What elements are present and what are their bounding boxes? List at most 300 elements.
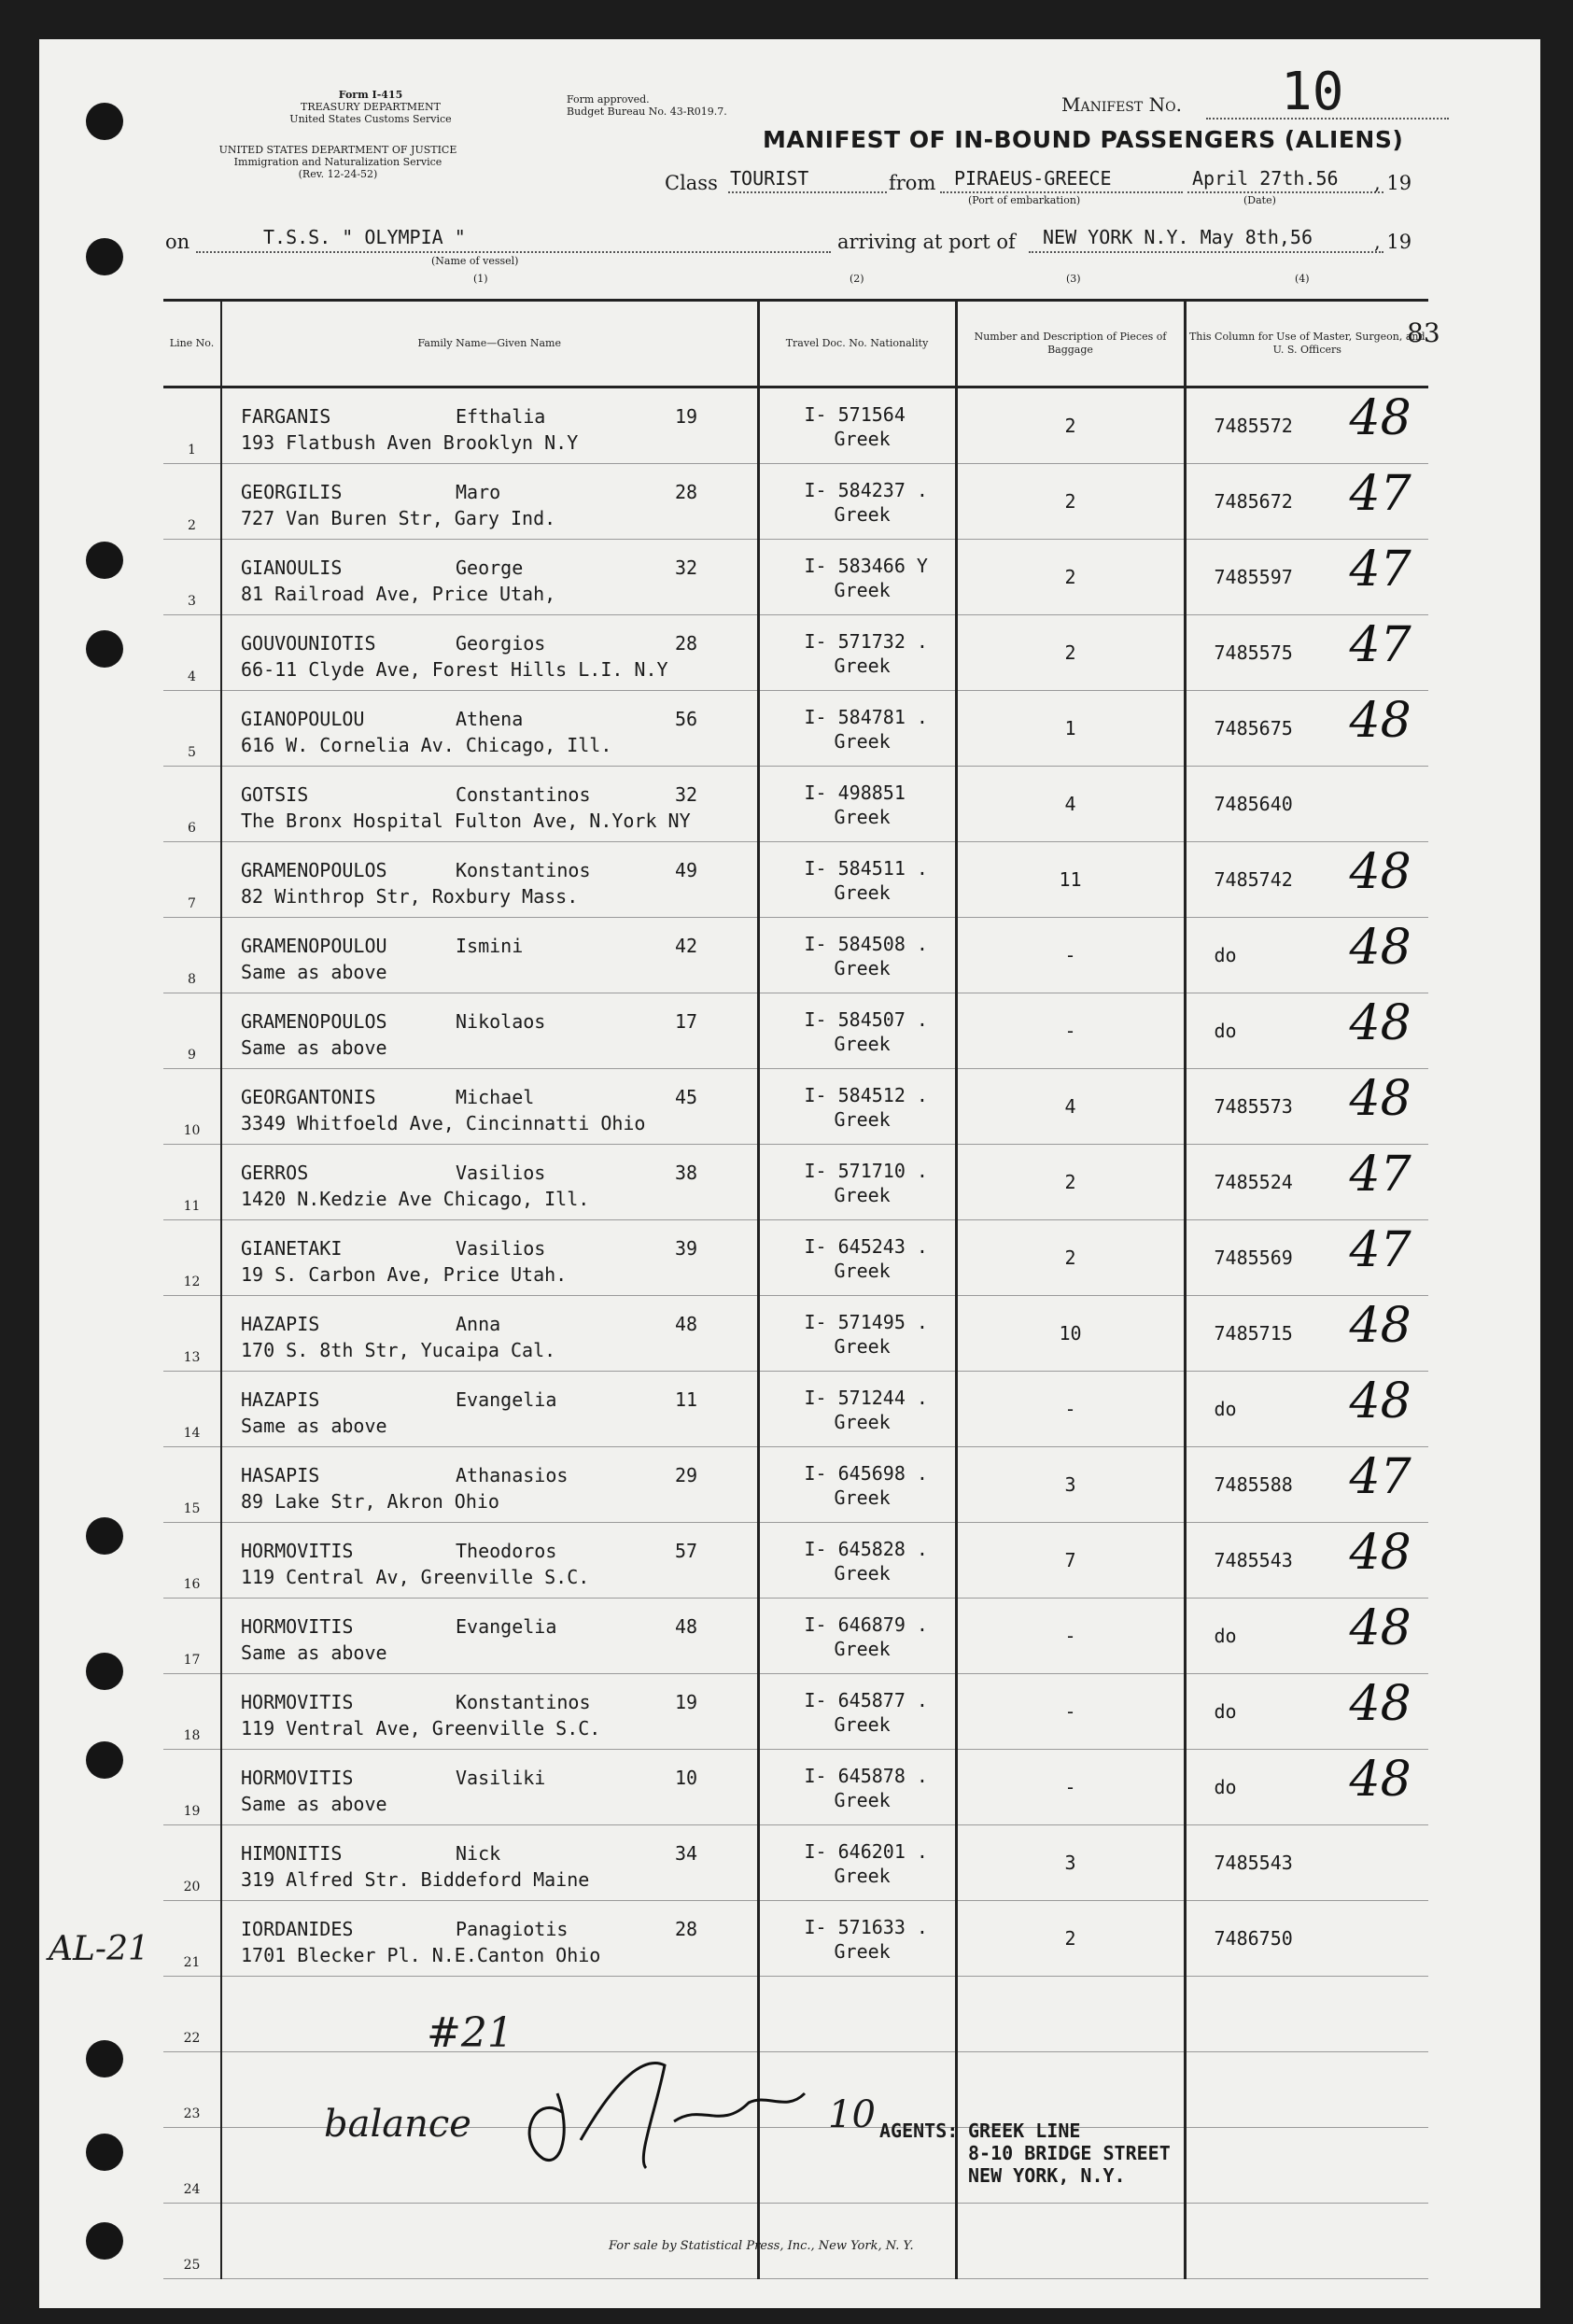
table-row [163, 1145, 1428, 1220]
travel-doc-no: I- 571244 . [804, 1387, 928, 1409]
nationality: Greek [834, 579, 891, 601]
nationality: Greek [834, 1713, 891, 1736]
table-row [163, 615, 1428, 691]
officer-number: 7485572 [1214, 415, 1293, 437]
given-name: Athanasios [456, 1464, 569, 1486]
address: 82 Winthrop Str, Roxbury Mass. [241, 885, 579, 908]
nationality: Greek [834, 881, 891, 904]
family-name: GOTSIS [241, 783, 309, 806]
class-value: TOURIST [730, 167, 809, 190]
officer-number: 7485742 [1214, 868, 1293, 891]
table-row [163, 918, 1428, 993]
col-header-line-no: Line No. [163, 301, 221, 387]
passenger-table [163, 299, 1428, 2279]
family-name: GIANOULIS [241, 556, 343, 579]
line-cell [163, 993, 221, 1069]
family-name: HORMOVITIS [241, 1540, 354, 1562]
table-row [163, 767, 1428, 842]
age: 48 [675, 1313, 698, 1335]
age: 11 [675, 1388, 698, 1411]
baggage-cell [956, 691, 1185, 767]
line-cell [163, 387, 221, 464]
table-row [163, 1750, 1428, 1825]
age: 32 [675, 783, 698, 806]
travel-doc-no: I- 584237 . [804, 479, 928, 501]
officer-number: 7485597 [1214, 566, 1293, 588]
line-cell [163, 1750, 221, 1825]
vessel-caption: (Name of vessel) [431, 255, 519, 267]
table-row [163, 540, 1428, 615]
port-embark-caption: (Port of embarkation) [968, 194, 1081, 206]
doc-cell [758, 842, 956, 918]
class-label: Class [665, 172, 718, 194]
handwritten-mark: 48 [1349, 1676, 1411, 1732]
nationality: Greek [834, 957, 891, 979]
given-name: Evangelia [456, 1388, 557, 1411]
arrival-line [1029, 251, 1383, 253]
given-name: Evangelia [456, 1615, 557, 1638]
line-cell [163, 1977, 221, 2052]
line-number: 5 [188, 745, 196, 760]
baggage-count: 10 [1059, 1322, 1082, 1345]
col-header-baggage: Number and Description of Pieces of Baggage [956, 301, 1185, 387]
officer-cell [1185, 1523, 1428, 1599]
approved-line: Form approved. [567, 93, 650, 106]
officer-number: 7485672 [1214, 490, 1293, 513]
officer-cell [1185, 918, 1428, 993]
address: 319 Alfred Str. Biddeford Maine [241, 1868, 590, 1891]
address: Same as above [241, 1036, 387, 1059]
baggage-cell [956, 1599, 1185, 1674]
line-number: 4 [188, 669, 196, 684]
line-cell [163, 464, 221, 540]
vessel-name: T.S.S. " OLYMPIA " [263, 226, 466, 248]
col-number-3: (3) [1066, 273, 1081, 285]
family-name: HAZAPIS [241, 1313, 320, 1335]
nationality: Greek [834, 1335, 891, 1358]
date-caption: (Date) [1243, 194, 1276, 206]
address: 1701 Blecker Pl. N.E.Canton Ohio [241, 1944, 601, 1966]
line-number: 2 [188, 518, 196, 533]
officer-number: 7485543 [1214, 1852, 1293, 1874]
col-header-name: Family Name—Given Name [221, 301, 758, 387]
officer-cell [1185, 615, 1428, 691]
table-row [163, 387, 1428, 464]
table-row [163, 1825, 1428, 1901]
given-name: Nikolaos [456, 1010, 546, 1033]
officer-cell [1185, 540, 1428, 615]
travel-doc-no: I- 584511 . [804, 857, 928, 880]
line-cell [163, 540, 221, 615]
age: 42 [675, 935, 698, 957]
age: 28 [675, 481, 698, 503]
handwritten-mark: 48 [1349, 1373, 1411, 1430]
family-name: HORMOVITIS [241, 1767, 354, 1789]
travel-doc-no: I- 584508 . [804, 933, 928, 955]
address: 193 Flatbush Aven Brooklyn N.Y [241, 431, 579, 454]
manifest-number: 10 [1281, 62, 1344, 122]
line-number: 3 [188, 594, 196, 609]
doc-cell [758, 1447, 956, 1523]
baggage-count: 2 [1064, 566, 1076, 588]
name-cell [221, 540, 758, 615]
officer-cell [1185, 767, 1428, 842]
travel-doc-no: I- 584512 . [804, 1084, 928, 1106]
officer-cell [1185, 1825, 1428, 1901]
table-header-row [163, 301, 1428, 387]
doc-cell [758, 464, 956, 540]
agent-name: GREEK LINE [968, 2120, 1081, 2142]
table-row [163, 1599, 1428, 1674]
line-cell [163, 1069, 221, 1145]
doc-cell [758, 540, 956, 615]
family-name: GRAMENOPOULOU [241, 935, 387, 957]
family-name: GIANOPOULOU [241, 708, 365, 730]
budget-line: Budget Bureau No. 43-R019.7. [567, 106, 727, 118]
travel-doc-no: I- 645243 . [804, 1235, 928, 1258]
family-name: HASAPIS [241, 1464, 320, 1486]
year-suffix-2: , 19 [1374, 231, 1412, 253]
binder-hole [86, 2134, 123, 2171]
baggage-count: - [1064, 1776, 1076, 1798]
doc-cell [758, 1825, 956, 1901]
baggage-count: 3 [1064, 1473, 1076, 1496]
officer-number: 7485575 [1214, 641, 1293, 664]
name-cell [221, 842, 758, 918]
officer-number: 7485524 [1214, 1171, 1293, 1193]
nationality: Greek [834, 806, 891, 828]
line-number: 17 [183, 1653, 201, 1668]
name-cell [221, 387, 758, 464]
doc-cell [758, 615, 956, 691]
age: 19 [675, 1691, 698, 1713]
travel-doc-no: I- 571710 . [804, 1160, 928, 1182]
address: 3349 Whitfoeld Ave, Cincinnatti Ohio [241, 1112, 646, 1134]
age: 34 [675, 1842, 698, 1865]
family-name: HIMONITIS [241, 1842, 343, 1865]
name-cell [221, 615, 758, 691]
dept-justice: UNITED STATES DEPARTMENT OF JUSTICE [218, 144, 457, 156]
name-cell [221, 1674, 758, 1750]
officer-number: do [1214, 944, 1237, 966]
travel-doc-no: I- 498851 [804, 782, 906, 804]
address: 81 Railroad Ave, Price Utah, [241, 583, 556, 605]
nationality: Greek [834, 428, 891, 450]
doc-cell [758, 1069, 956, 1145]
baggage-count: - [1064, 944, 1076, 966]
line-number: 6 [188, 821, 196, 836]
baggage-cell [956, 1145, 1185, 1220]
age: 45 [675, 1086, 698, 1108]
family-name: GIANETAKI [241, 1237, 343, 1260]
travel-doc-no: I- 584781 . [804, 706, 928, 728]
officer-number: do [1214, 1700, 1237, 1723]
given-name: Michael [456, 1086, 535, 1108]
name-cell [221, 1901, 758, 1977]
officer-cell [1185, 2052, 1428, 2128]
travel-doc-no: I- 583466 Y [804, 555, 928, 577]
binder-hole [86, 238, 123, 275]
table-row [163, 1296, 1428, 1372]
given-name: Theodoros [456, 1540, 557, 1562]
agent-address [968, 2120, 1171, 2187]
officer-number: do [1214, 1776, 1237, 1798]
given-name: Vasiliki [456, 1767, 546, 1789]
nationality: Greek [834, 655, 891, 677]
handwritten-mark: 47 [1349, 1147, 1411, 1203]
name-cell [221, 918, 758, 993]
doc-cell [758, 1523, 956, 1599]
baggage-cell [956, 1447, 1185, 1523]
baggage-cell [956, 842, 1185, 918]
line-number: 8 [188, 972, 196, 987]
line-number: 25 [183, 2258, 201, 2273]
name-cell [221, 1523, 758, 1599]
handwritten-mark: 48 [1349, 390, 1411, 446]
nationality: Greek [834, 1562, 891, 1585]
count-note: #21 [427, 2009, 513, 2057]
dept-ins: Immigration and Naturalization Service [233, 156, 442, 168]
margin-note: AL-21 [49, 1930, 149, 1968]
baggage-cell [956, 1220, 1185, 1296]
officer-cell [1185, 1447, 1428, 1523]
age: 57 [675, 1540, 698, 1562]
line-number: 20 [183, 1880, 201, 1894]
given-name: Vasilios [456, 1162, 546, 1184]
baggage-count: 4 [1064, 793, 1076, 815]
from-label: from [889, 172, 936, 194]
address: 66-11 Clyde Ave, Forest Hills L.I. N.Y [241, 658, 668, 681]
given-name: Nick [456, 1842, 501, 1865]
name-cell [221, 1447, 758, 1523]
line-number: 22 [183, 2031, 201, 2046]
officer-number: 7486750 [1214, 1927, 1293, 1950]
baggage-count: - [1064, 1625, 1076, 1647]
name-cell [221, 1599, 758, 1674]
address: Same as above [241, 1793, 387, 1815]
handwritten-mark: 48 [1349, 1752, 1411, 1808]
baggage-count: 2 [1064, 415, 1076, 437]
table-row [163, 1523, 1428, 1599]
officer-number: 7485573 [1214, 1095, 1293, 1118]
col-number-4: (4) [1295, 273, 1310, 285]
given-name: Constantinos [456, 783, 591, 806]
doc-cell [758, 1901, 956, 1977]
line-number: 10 [183, 1123, 201, 1138]
name-cell [221, 1372, 758, 1447]
nationality: Greek [834, 1865, 891, 1887]
address: 1420 N.Kedzie Ave Chicago, Ill. [241, 1188, 590, 1210]
age: 29 [675, 1464, 698, 1486]
baggage-count: 11 [1059, 868, 1082, 891]
baggage-cell [956, 615, 1185, 691]
binder-hole [86, 542, 123, 579]
address: 119 Central Av, Greenville S.C. [241, 1566, 590, 1588]
line-number: 23 [183, 2106, 201, 2121]
port-embarkation: PIRAEUS-GREECE [954, 167, 1112, 190]
age: 28 [675, 1918, 698, 1940]
handwritten-mark: 47 [1349, 1449, 1411, 1505]
baggage-count: - [1064, 1020, 1076, 1042]
form-header-justice [161, 144, 515, 180]
table-row [163, 1372, 1428, 1447]
handwritten-mark: 48 [1349, 1600, 1411, 1656]
nationality: Greek [834, 1638, 891, 1660]
doc-cell [758, 1750, 956, 1825]
doc-cell [758, 1674, 956, 1750]
line-number: 11 [183, 1199, 201, 1214]
officer-cell [1185, 1220, 1428, 1296]
baggage-cell [956, 993, 1185, 1069]
doc-cell [758, 767, 956, 842]
family-name: GERROS [241, 1162, 309, 1184]
nationality: Greek [834, 1486, 891, 1509]
given-name: Georgios [456, 632, 546, 655]
line-number: 16 [183, 1577, 201, 1592]
given-name: Efthalia [456, 405, 546, 428]
nationality: Greek [834, 1108, 891, 1131]
age: 56 [675, 708, 698, 730]
baggage-cell [956, 1674, 1185, 1750]
line-cell [163, 1599, 221, 1674]
handwritten-mark: 48 [1349, 920, 1411, 976]
line-number: 18 [183, 1728, 201, 1743]
line-number: 15 [183, 1501, 201, 1516]
on-label: on [165, 231, 190, 253]
form-approval [567, 93, 727, 118]
manifest-page [39, 39, 1540, 2308]
line-cell [163, 1523, 221, 1599]
officer-cell [1185, 1296, 1428, 1372]
doc-cell [758, 1599, 956, 1674]
officer-cell [1185, 1372, 1428, 1447]
line-number: 21 [183, 1955, 201, 1970]
officer-cell [1185, 1674, 1428, 1750]
baggage-cell [956, 2204, 1185, 2279]
year-suffix-1: , 19 [1374, 172, 1412, 194]
age: 10 [675, 1767, 698, 1789]
officer-cell [1185, 1977, 1428, 2052]
handwritten-mark: 48 [1349, 1298, 1411, 1354]
line-cell [163, 1674, 221, 1750]
col-header-doc: Travel Doc. No. Nationality [758, 301, 956, 387]
family-name: GEORGANTONIS [241, 1086, 376, 1108]
line-number: 9 [188, 1048, 196, 1063]
family-name: HORMOVITIS [241, 1691, 354, 1713]
binder-hole [86, 1741, 123, 1779]
line-cell [163, 1825, 221, 1901]
baggage-count: 3 [1064, 1852, 1076, 1874]
date-line [1187, 191, 1383, 193]
binder-hole [86, 2040, 123, 2078]
baggage-count: 4 [1064, 1095, 1076, 1118]
line-number: 1 [188, 443, 196, 458]
vessel-line [196, 251, 831, 253]
line-number: 24 [183, 2182, 201, 2197]
family-name: FARGANIS [241, 405, 331, 428]
address: Same as above [241, 1641, 387, 1664]
baggage-count: 2 [1064, 641, 1076, 664]
age: 32 [675, 556, 698, 579]
officer-cell [1185, 1069, 1428, 1145]
line-cell [163, 1372, 221, 1447]
name-cell [221, 1825, 758, 1901]
handwritten-mark: 48 [1349, 995, 1411, 1051]
table-row [163, 993, 1428, 1069]
binder-hole [86, 2222, 123, 2260]
name-cell [221, 691, 758, 767]
address: Same as above [241, 961, 387, 983]
port-embark-line [940, 191, 1183, 193]
given-name: Konstantinos [456, 859, 591, 881]
baggage-cell [956, 1977, 1185, 2052]
nationality: Greek [834, 1033, 891, 1055]
nationality: Greek [834, 1940, 891, 1963]
form-header-treasury [240, 89, 501, 125]
col-header-officers: This Column for Use of Master, Surgeon, and U. S. Officers [1185, 301, 1428, 387]
doc-cell [758, 918, 956, 993]
line-cell [163, 2052, 221, 2128]
table-row [163, 1447, 1428, 1523]
arrival-port: NEW YORK N.Y. May 8th,56 [1043, 226, 1313, 248]
binder-hole [86, 103, 123, 140]
doc-cell [758, 1296, 956, 1372]
name-cell [221, 993, 758, 1069]
line-cell [163, 615, 221, 691]
line-cell [163, 1296, 221, 1372]
officer-cell [1185, 1599, 1428, 1674]
officer-cell [1185, 1750, 1428, 1825]
baggage-cell [956, 387, 1185, 464]
officer-cell [1185, 2204, 1428, 2279]
handwritten-signature [506, 2037, 814, 2177]
line-cell [163, 1145, 221, 1220]
officer-number: do [1214, 1625, 1237, 1647]
ten-note: 10 [828, 2093, 876, 2136]
baggage-cell [956, 1372, 1185, 1447]
officer-number: do [1214, 1398, 1237, 1420]
travel-doc-no: I- 584507 . [804, 1008, 928, 1031]
arriving-label: arriving at port of [837, 231, 1016, 253]
baggage-cell [956, 1825, 1185, 1901]
travel-doc-no: I- 571564 [804, 403, 906, 426]
table-row [163, 464, 1428, 540]
address: 89 Lake Str, Akron Ohio [241, 1490, 499, 1513]
baggage-count: 2 [1064, 1927, 1076, 1950]
baggage-count: 7 [1064, 1549, 1076, 1571]
line-cell [163, 1447, 221, 1523]
family-name: HAZAPIS [241, 1388, 320, 1411]
table-row [163, 1069, 1428, 1145]
age: 39 [675, 1237, 698, 1260]
line-number: 14 [183, 1426, 201, 1441]
table-row [163, 1220, 1428, 1296]
embark-date: April 27th.56 [1192, 167, 1339, 190]
baggage-cell [956, 1069, 1185, 1145]
nationality: Greek [834, 1184, 891, 1206]
age: 28 [675, 632, 698, 655]
handwritten-mark: 47 [1349, 617, 1411, 673]
dept-customs: United States Customs Service [289, 113, 452, 125]
officer-number: 7485675 [1214, 717, 1293, 739]
given-name: Athena [456, 708, 524, 730]
officer-cell [1185, 464, 1428, 540]
line-number: 12 [183, 1275, 201, 1289]
agent-street: 8-10 BRIDGE STREET [968, 2142, 1171, 2164]
officer-cell [1185, 691, 1428, 767]
officer-number: do [1214, 1020, 1237, 1042]
age: 19 [675, 405, 698, 428]
